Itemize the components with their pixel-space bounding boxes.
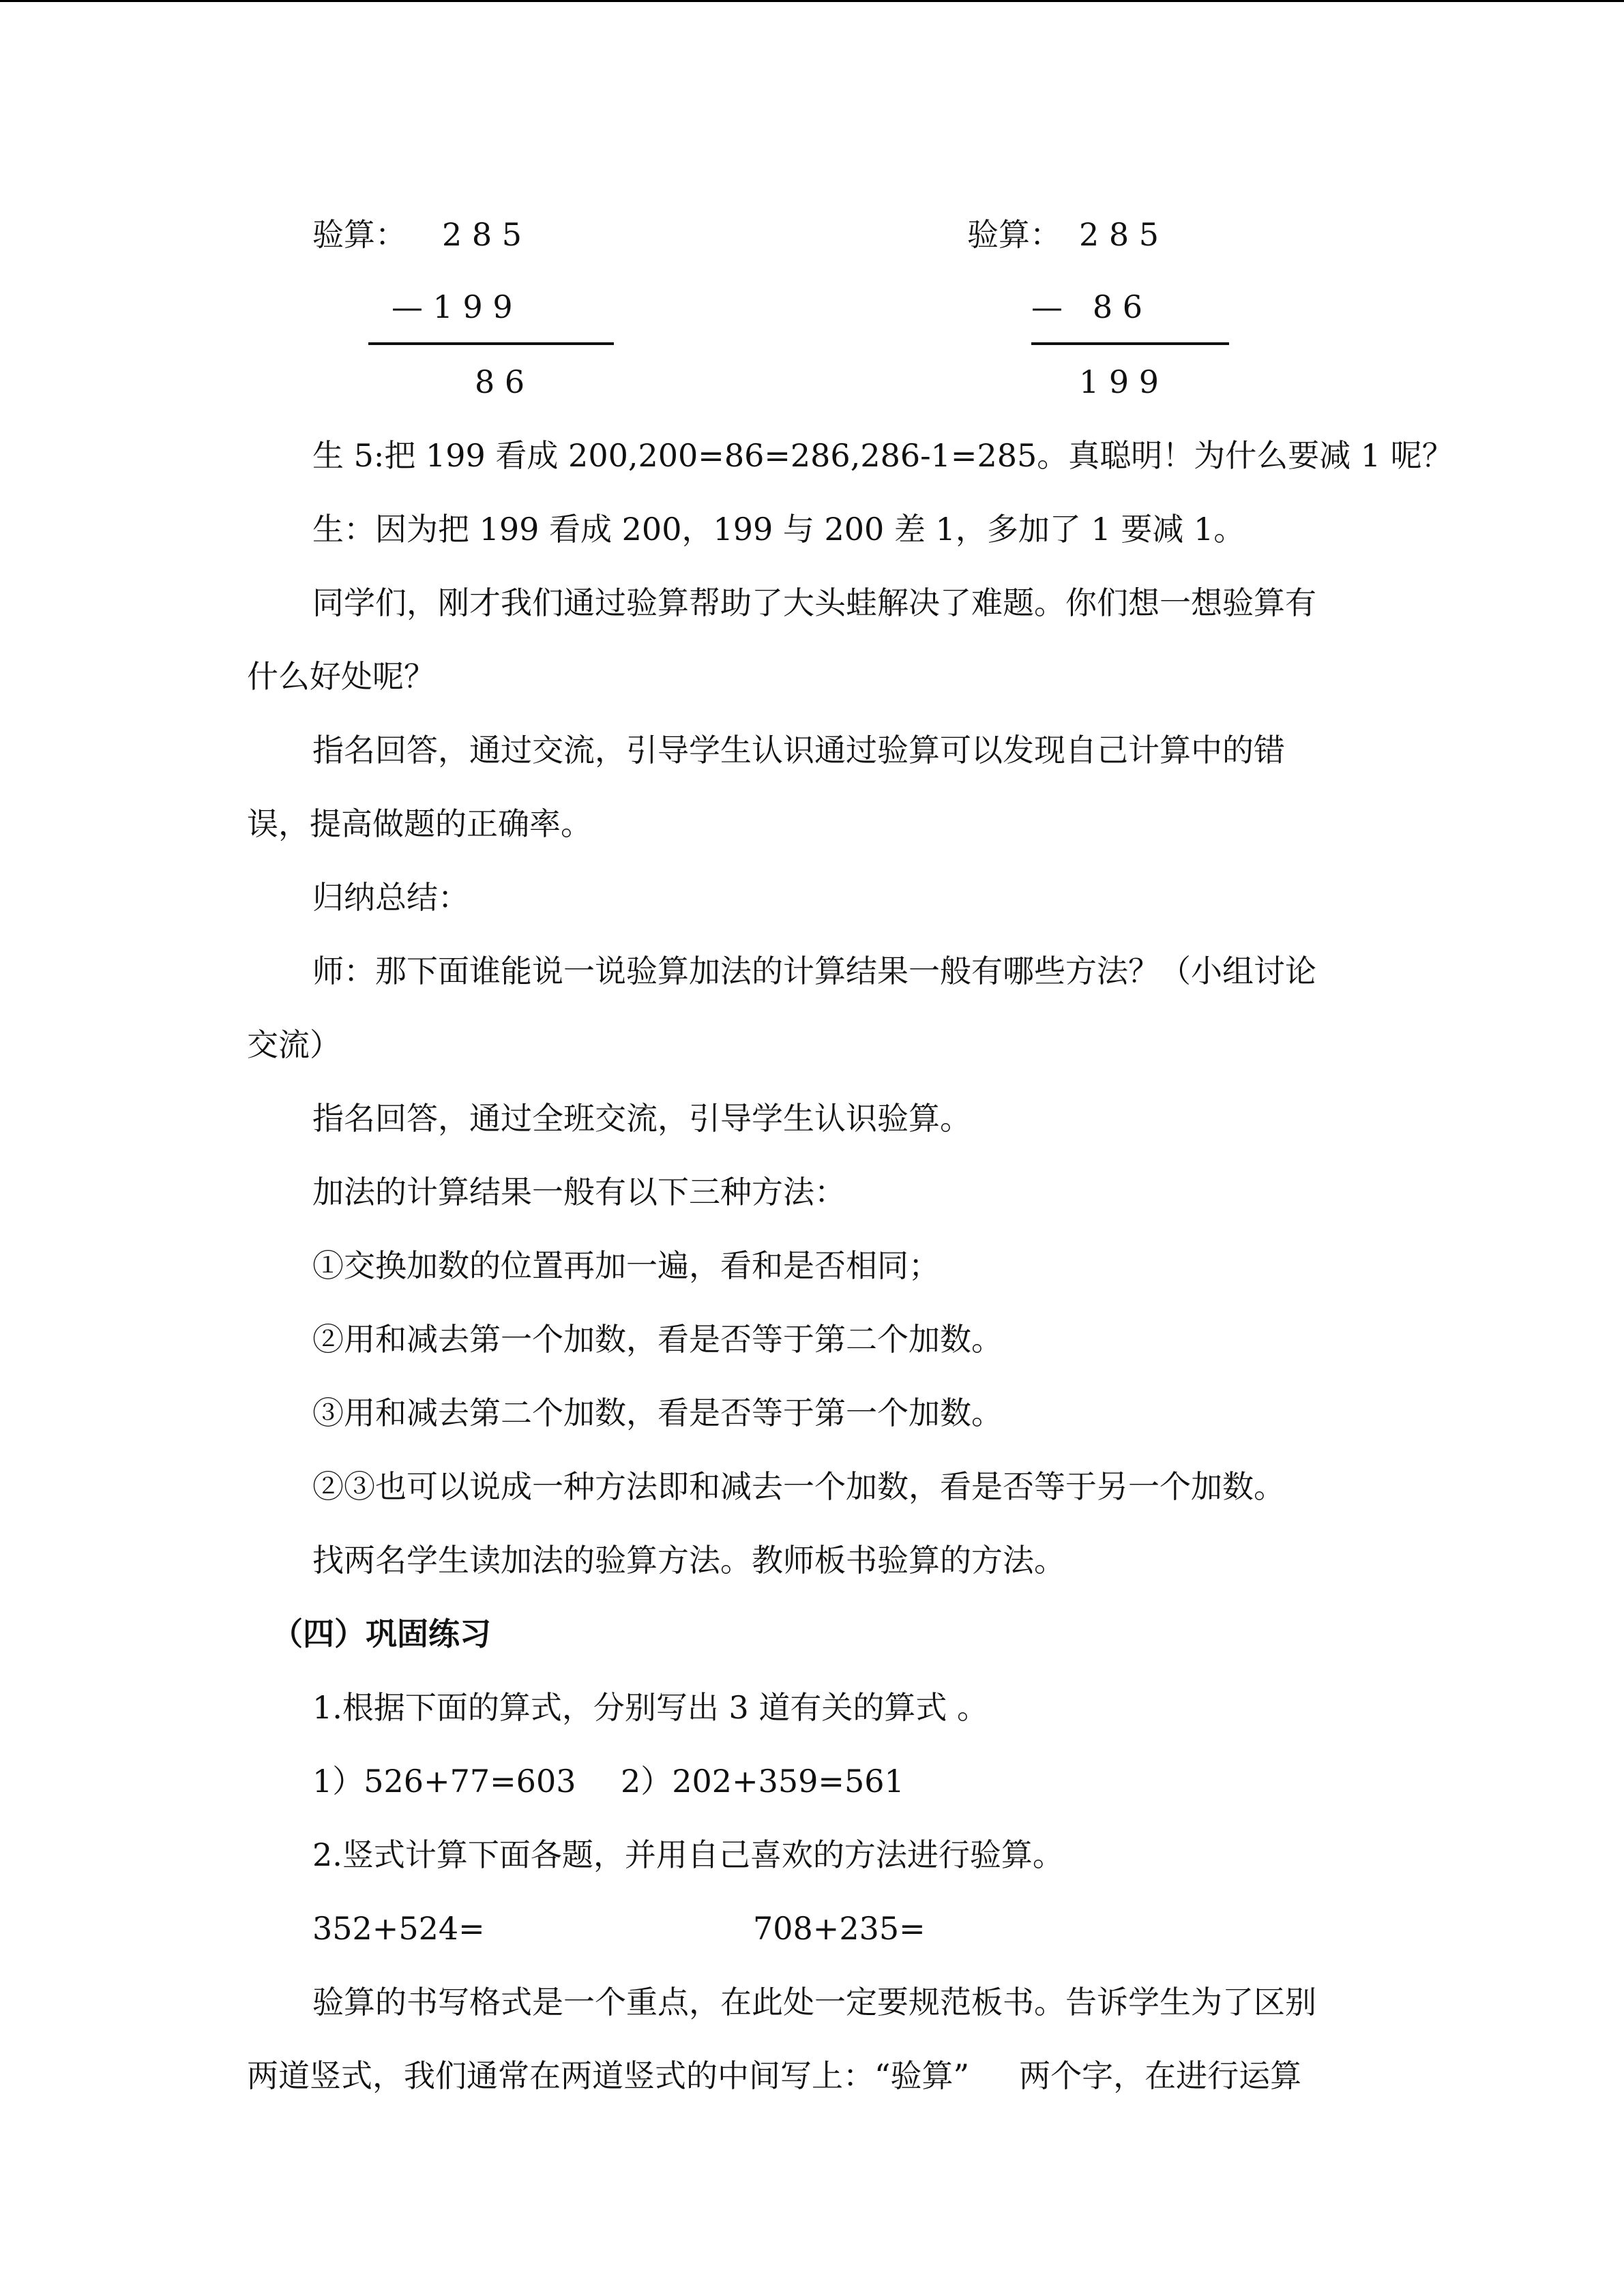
paragraph-teacher-line1: 师：那下面谁能说一说验算加法的计算结果一般有哪些方法？（小组讨论	[312, 953, 1316, 989]
exercise-1-eq-a: 1）526+77=603	[312, 1763, 576, 1800]
calc-right-rule	[1031, 342, 1229, 345]
calc-right-operand: — 8 6	[1031, 288, 1143, 325]
calc-left-operand: — 1 9 9	[392, 288, 513, 325]
calc-left-result: 8 6	[475, 363, 525, 400]
method-combined: ②③也可以说成一种方法即和减去一个加数，看是否等于另一个加数。	[312, 1468, 1285, 1505]
paragraph-teacher-line2: 交流）	[247, 1026, 341, 1063]
paragraph-answer-line1: 指名回答，通过交流，引导学生认识通过验算可以发现自己计算中的错	[312, 732, 1285, 769]
paragraph-format-line1: 验算的书写格式是一个重点，在此处一定要规范板书。告诉学生为了区别	[312, 1984, 1316, 2021]
method-item-1: ①交换加数的位置再加一遍，看和是否相同；	[312, 1247, 940, 1284]
exercise-1: 1.根据下面的算式，分别写出 3 道有关的算式 。	[312, 1689, 989, 1726]
calc-left-top-number: 2 8 5	[442, 216, 522, 253]
method-item-3: ③用和减去第二个加数，看是否等于第一个加数。	[312, 1395, 1003, 1431]
calc-left-rule	[368, 342, 614, 345]
paragraph-benefit-line1: 同学们，刚才我们通过验算帮助了大头蛙解决了难题。你们想一想验算有	[312, 584, 1316, 621]
exercise-2-eq-b: 708+235=	[753, 1910, 926, 1947]
calc-right-label: 验算：	[967, 216, 1061, 253]
page-top-border	[0, 0, 1624, 2]
paragraph-answer-line2: 误，提高做题的正确率。	[247, 805, 592, 842]
paragraph-methods-intro: 加法的计算结果一般有以下三种方法：	[312, 1174, 846, 1210]
paragraph-class-exchange: 指名回答，通过全班交流，引导学生认识验算。	[312, 1100, 971, 1137]
paragraph-format-line2: 两道竖式，我们通常在两道竖式的中间写上：“验算” 两个字，在进行运算	[247, 2057, 1302, 2094]
paragraph-benefit-line2: 什么好处呢？	[247, 658, 435, 695]
paragraph-student-answer: 生：因为把 199 看成 200，199 与 200 差 1，多加了 1 要减 1。	[312, 511, 1245, 548]
calc-right-top-number: 2 8 5	[1079, 216, 1160, 253]
section-heading: （四）巩固练习	[271, 1615, 491, 1652]
method-item-2: ②用和减去第一个加数，看是否等于第二个加数。	[312, 1321, 1003, 1358]
calc-right-result: 1 9 9	[1079, 363, 1160, 400]
exercise-2-eq-a: 352+524=	[312, 1910, 485, 1947]
calc-left-label: 验算：	[312, 216, 407, 253]
paragraph-board: 找两名学生读加法的验算方法。教师板书验算的方法。	[312, 1542, 1065, 1579]
exercise-2: 2.竖式计算下面各题，并用自己喜欢的方法进行验算。	[312, 1836, 1064, 1873]
exercise-1-eq-b: 2）202+359=561	[621, 1763, 904, 1800]
paragraph-summary: 归纳总结：	[312, 879, 469, 916]
paragraph-student5: 生 5:把 199 看成 200,200=86=286,286-1=285。真聪明！为什么要减 1 呢？	[312, 437, 1453, 474]
